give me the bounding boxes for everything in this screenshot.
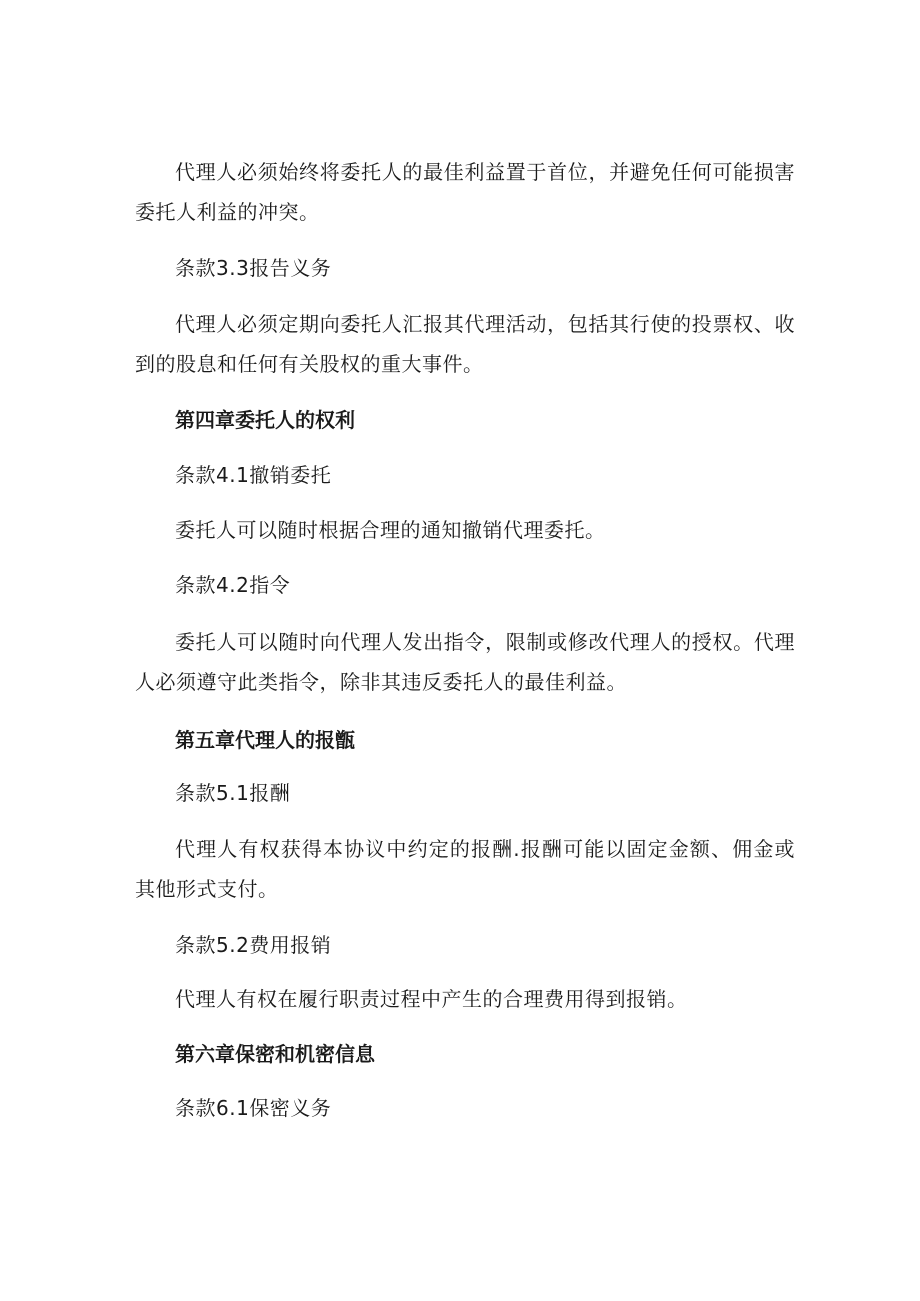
chapter-4-heading: 第四章委托人的权利 — [175, 408, 355, 432]
chapter-5-heading: 第五章代理人的报甑 — [175, 728, 355, 752]
clause-5-2-title: 条款5.2费用报销 — [175, 933, 332, 957]
clause-4-1-title: 条款4.1撤销委托 — [175, 463, 332, 487]
paragraph-remuneration: 代理人有权获得本协议中约定的报酬.报酬可能以固定金额、佣金或其他形式支付。 — [135, 837, 795, 901]
clause-4-2-title: 条款4.2指令 — [175, 573, 291, 597]
paragraph-revoke: 委托人可以随时根据合理的通知撤销代理委托。 — [175, 518, 606, 542]
clause-3-3-title: 条款3.3报告义务 — [175, 256, 332, 280]
paragraph-instructions: 委托人可以随时向代理人发出指令，限制或修改代理人的授权。代理人必须遵守此类指令，除非其违反委托人的最佳利益。 — [135, 630, 795, 694]
clause-5-1-title: 条款5.1报酬 — [175, 781, 291, 805]
chapter-6-heading: 第六章保密和机密信息 — [175, 1042, 375, 1066]
clause-6-1-title: 条款6.1保密义务 — [175, 1096, 332, 1120]
paragraph-best-interest: 代理人必须始终将委托人的最佳利益置于首位，并避免任何可能损害委托人利益的冲突。 — [135, 160, 795, 224]
paragraph-reporting: 代理人必须定期向委托人汇报其代理活动，包括其行使的投票权、收到的股息和任何有关股权的重大事件。 — [135, 312, 795, 376]
paragraph-expenses: 代理人有权在履行职责过程中产生的合理费用得到报销。 — [175, 987, 688, 1011]
